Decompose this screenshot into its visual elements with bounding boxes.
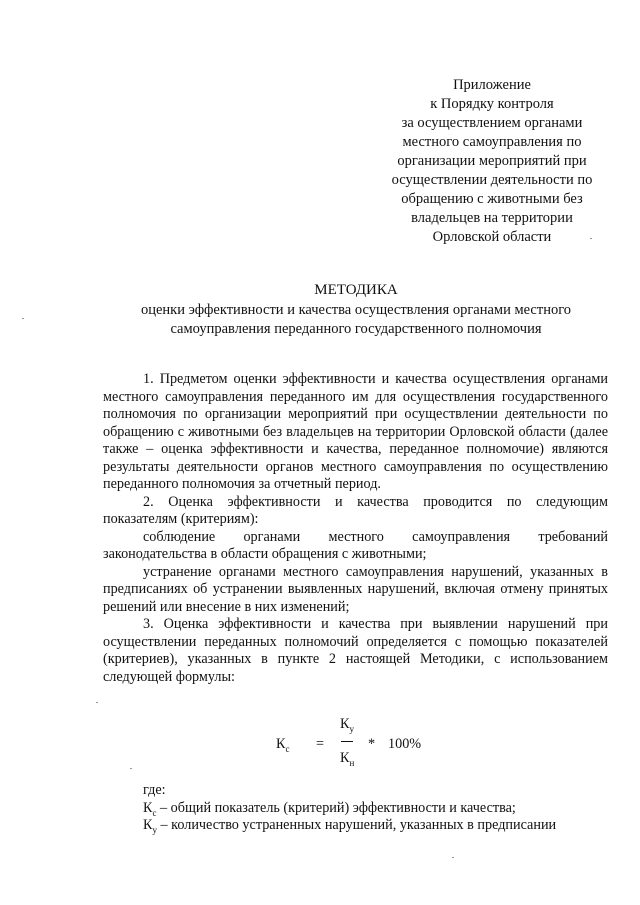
- appendix-line: владельцев на территории: [411, 210, 573, 226]
- fraction-bar: [341, 741, 353, 742]
- scan-speck: [590, 238, 592, 239]
- appendix-line: организации мероприятий при: [397, 153, 587, 169]
- formula-lhs: $К_с$: [276, 736, 290, 754]
- scan-speck: [22, 318, 24, 319]
- scan-speck: [452, 857, 454, 858]
- appendix-line: к Порядку контроля: [430, 96, 554, 112]
- document-title: МЕТОДИКА: [314, 282, 398, 298]
- appendix-line: обращению с животными без: [401, 191, 583, 207]
- paragraph-2: 2. Оценка эффективности и качества проводится по следующим показателям (критериям):: [103, 493, 608, 527]
- appendix-line: за осуществлением органами: [401, 115, 583, 131]
- formula-denominator: $К_н$: [340, 750, 355, 768]
- efficiency-formula: [276, 716, 446, 770]
- paragraph-1: 1. Предметом оценки эффективности и качества осуществления органами местного самоуправления переданного им для осуществления государственного полномочия по организации мероприятий при осуществлении деятельности по обращению с животными без владельцев на территории Орловской области (далее также – оценка эффективности и качества, переданное полномочие) являются результаты деятельности органов местного самоуправления по осуществлению переданного полномочия за отчетный период.: [103, 371, 608, 492]
- document-subtitle: оценки эффективности и качества осуществления органами местного самоуправления переданного государственного полномочия: [140, 302, 572, 337]
- formula-times: *: [368, 736, 376, 752]
- scan-speck: [130, 768, 132, 769]
- appendix-header: [372, 76, 612, 247]
- paragraph-3: 3. Оценка эффективности и качества при выявлении нарушений при осуществлении переданных полномочий определяется с помощью показателей (критериев), указанных в пункте 2 настоящей Методики, с использованием следующей формулы:: [103, 616, 608, 685]
- formula-numerator: $К_у$: [340, 716, 354, 734]
- formula-definitions: [103, 782, 608, 835]
- criterion-1: соблюдение органами местного самоуправления требований законодательства в области обращения с животными;: [103, 528, 608, 562]
- appendix-line: осуществлении деятельности по: [391, 172, 593, 188]
- definition-kc: $К_с$ – общий показатель (критерий) эффективности и качества;: [143, 799, 516, 818]
- where-label: где:: [143, 782, 166, 798]
- appendix-line: Приложение: [453, 77, 531, 93]
- definition-ky: $К_у$ – количество устраненных нарушений, указанных в предписании: [143, 817, 557, 835]
- appendix-line: Орловской области: [432, 229, 552, 245]
- scan-speck: [96, 702, 98, 703]
- document-body: [103, 371, 608, 686]
- criterion-2: устранение органами местного самоуправления нарушений, указанных в предписаниях об устранении выявленных нарушений, включая отмену принятых решений или внесение в них изменений;: [103, 563, 608, 615]
- appendix-line: местного самоуправления по: [402, 134, 582, 150]
- formula-percent: 100%: [388, 736, 422, 752]
- formula-equals: =: [316, 736, 325, 752]
